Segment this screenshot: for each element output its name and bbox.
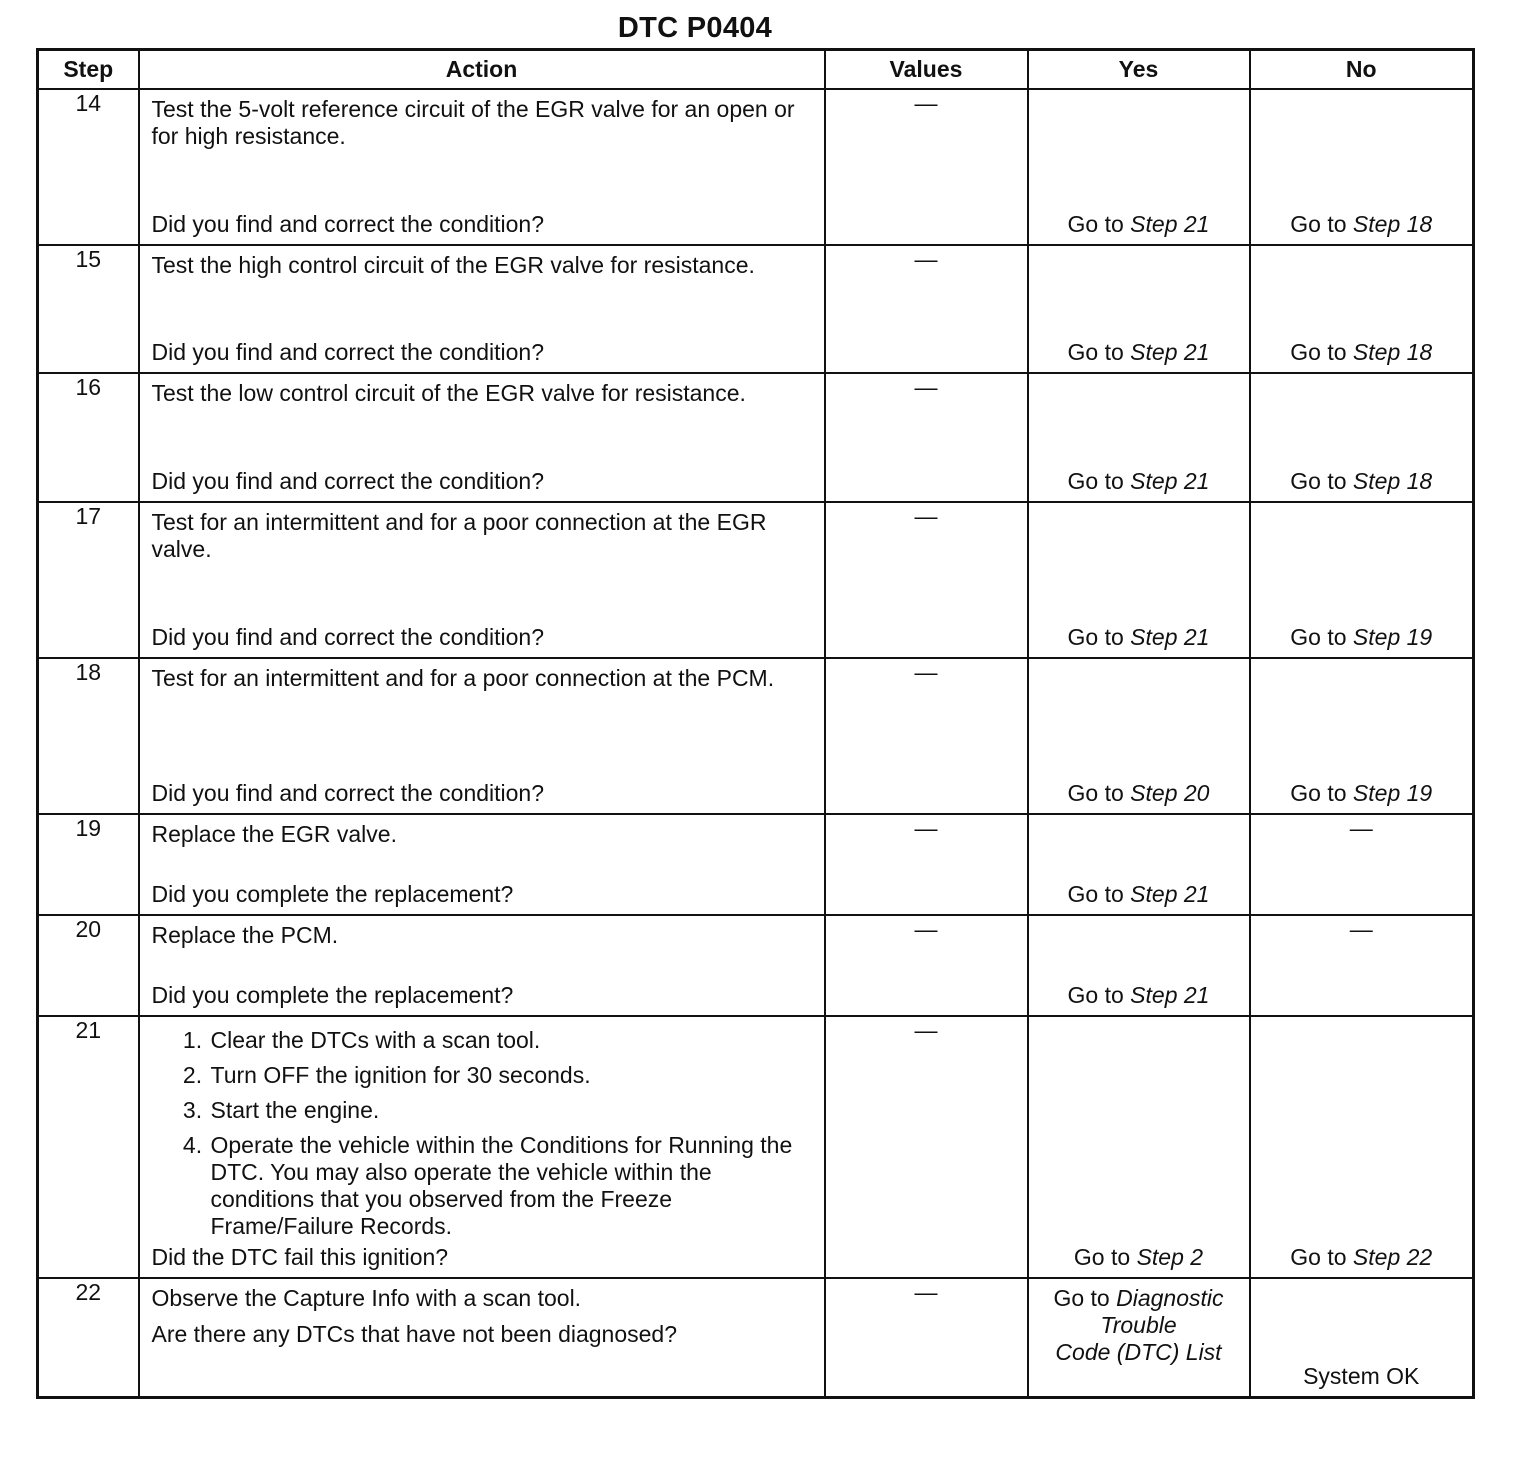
value-dash: — <box>914 374 938 400</box>
action-cell <box>139 1278 825 1398</box>
no-cell <box>1250 814 1474 915</box>
value-cell <box>825 373 1028 502</box>
yes-goto[interactable]: Go to Step 21 <box>1067 982 1210 1008</box>
value-dash: — <box>914 659 938 685</box>
value-dash: — <box>914 90 938 116</box>
page-title: DTC P0404 <box>617 12 773 44</box>
action-question: Did you complete the replacement? <box>151 982 514 1008</box>
action-cell <box>139 658 825 814</box>
yes-goto[interactable]: Go to Step 20 <box>1067 780 1210 806</box>
no-cell <box>1250 1016 1474 1278</box>
yes-cell <box>1028 915 1250 1016</box>
value-cell <box>825 814 1028 915</box>
no-goto[interactable]: Go to Step 18 <box>1290 339 1433 365</box>
action-question: Did you find and correct the condition? <box>151 468 545 494</box>
action-question: Did the DTC fail this ignition? <box>151 1244 449 1270</box>
no-goto[interactable]: Go to Step 19 <box>1290 780 1433 806</box>
no-cell <box>1250 89 1474 245</box>
action-text: Test for an intermittent and for a poor connection at the EGR valve. <box>151 509 767 562</box>
yes-cell <box>1028 814 1250 915</box>
action-text: Test for an intermittent and for a poor connection at the PCM. <box>151 665 775 691</box>
no-goto[interactable]: Go to Step 18 <box>1290 211 1433 237</box>
value-cell <box>825 1016 1028 1278</box>
step-number: 14 <box>38 89 139 245</box>
header-step: Step <box>38 50 139 90</box>
value-cell <box>825 502 1028 658</box>
header-action: Action <box>139 50 825 90</box>
yes-cell <box>1028 1016 1250 1278</box>
no-dash: — <box>1349 916 1373 942</box>
step-number: 21 <box>38 1016 139 1278</box>
list-item: 3. Start the engine. <box>209 1097 812 1124</box>
action-text: Test the 5-volt reference circuit of the EGR valve for an open or for high resistance. <box>151 96 795 149</box>
table-header-row <box>38 50 1474 90</box>
step-number: 19 <box>38 814 139 915</box>
table-row <box>38 1016 1474 1278</box>
value-cell <box>825 915 1028 1016</box>
table-row <box>38 373 1474 502</box>
no-goto[interactable]: Go to Step 19 <box>1290 624 1433 650</box>
table-row <box>38 658 1474 814</box>
table-row <box>38 814 1474 915</box>
no-cell <box>1250 502 1474 658</box>
no-cell <box>1250 373 1474 502</box>
action-text: Test the high control circuit of the EGR valve for resistance. <box>151 252 755 278</box>
value-cell <box>825 89 1028 245</box>
list-item: 1. Clear the DTCs with a scan tool. <box>209 1027 812 1054</box>
action-text: Replace the PCM. <box>151 922 339 948</box>
value-dash: — <box>914 246 938 272</box>
table-row <box>38 245 1474 373</box>
action-cell <box>139 1016 825 1278</box>
action-cell <box>139 89 825 245</box>
step-number: 22 <box>38 1278 139 1398</box>
value-dash: — <box>914 1279 938 1305</box>
action-cell <box>139 502 825 658</box>
action-question: Did you find and correct the condition? <box>151 211 545 237</box>
action-question: Are there any DTCs that have not been diagnosed? <box>151 1321 678 1347</box>
action-text: Observe the Capture Info with a scan tool. <box>151 1285 582 1311</box>
step-number: 17 <box>38 502 139 658</box>
yes-goto[interactable]: Go to Step 21 <box>1067 881 1210 907</box>
yes-cell <box>1028 373 1250 502</box>
value-cell <box>825 245 1028 373</box>
header-yes: Yes <box>1028 50 1250 90</box>
action-cell <box>139 915 825 1016</box>
action-cell <box>139 814 825 915</box>
procedure-list <box>152 1027 812 1240</box>
step-number: 16 <box>38 373 139 502</box>
no-cell <box>1250 915 1474 1016</box>
step-number: 15 <box>38 245 139 373</box>
header-values: Values <box>825 50 1028 90</box>
action-question: Did you complete the replacement? <box>151 881 514 907</box>
table-row <box>38 915 1474 1016</box>
yes-cell <box>1028 1278 1250 1398</box>
yes-goto[interactable]: Go to Step 21 <box>1067 339 1210 365</box>
no-cell <box>1250 1278 1474 1398</box>
action-question: Did you find and correct the condition? <box>151 624 545 650</box>
value-dash: — <box>914 1017 938 1043</box>
no-result: System OK <box>1303 1363 1420 1389</box>
action-text: Replace the EGR valve. <box>151 821 397 847</box>
yes-goto[interactable]: Go to Step 21 <box>1067 468 1210 494</box>
no-cell <box>1250 245 1474 373</box>
yes-goto[interactable]: Go to Step 21 <box>1067 624 1210 650</box>
action-cell <box>139 245 825 373</box>
no-goto[interactable]: Go to Step 18 <box>1290 468 1433 494</box>
no-cell <box>1250 658 1474 814</box>
table-row <box>38 1278 1474 1398</box>
table-row <box>38 502 1474 658</box>
action-question: Did you find and correct the condition? <box>151 780 545 806</box>
diagnostic-table <box>36 48 1475 1399</box>
yes-goto[interactable]: Go to Step 21 <box>1067 211 1210 237</box>
yes-cell <box>1028 658 1250 814</box>
step-number: 20 <box>38 915 139 1016</box>
yes-cell <box>1028 89 1250 245</box>
list-item: 4. Operate the vehicle within the Conditions for Running the DTC. You may also operate the vehicle within the conditions that you observed from the Freeze Frame/Failure Records. <box>209 1132 812 1240</box>
yes-goto[interactable]: Go to Diagnostic Trouble Code (DTC) List <box>1053 1285 1224 1365</box>
value-dash: — <box>914 503 938 529</box>
value-cell <box>825 1278 1028 1398</box>
list-item: 2. Turn OFF the ignition for 30 seconds. <box>209 1062 812 1089</box>
yes-cell <box>1028 245 1250 373</box>
no-dash: — <box>1349 815 1373 841</box>
yes-goto[interactable]: Go to Step 2 <box>1073 1244 1204 1270</box>
no-goto[interactable]: Go to Step 22 <box>1290 1244 1433 1270</box>
value-dash: — <box>914 916 938 942</box>
action-cell <box>139 373 825 502</box>
action-text: Test the low control circuit of the EGR valve for resistance. <box>151 380 746 406</box>
value-cell <box>825 658 1028 814</box>
header-no: No <box>1250 50 1474 90</box>
table-row <box>38 89 1474 245</box>
step-number: 18 <box>38 658 139 814</box>
action-question: Did you find and correct the condition? <box>151 339 545 365</box>
yes-cell <box>1028 502 1250 658</box>
value-dash: — <box>914 815 938 841</box>
